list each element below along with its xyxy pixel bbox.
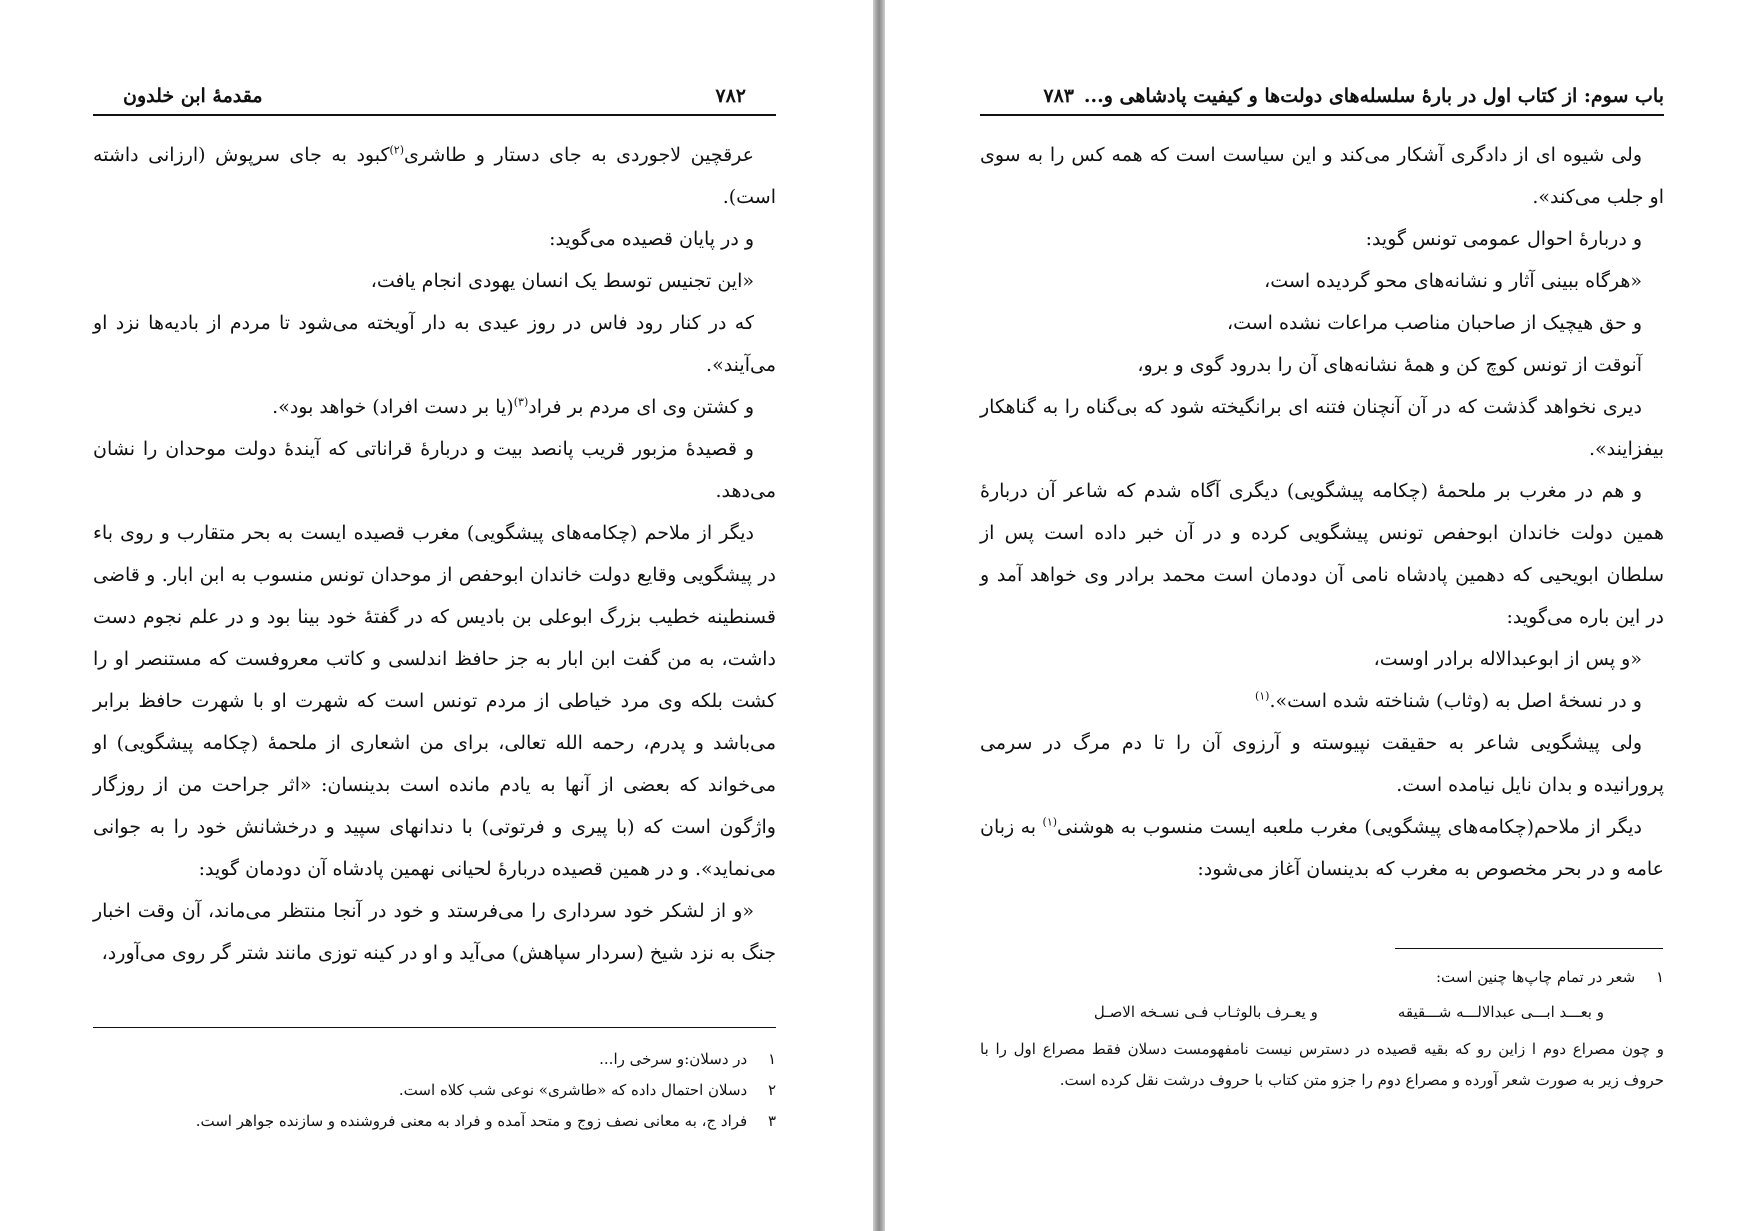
right-page-running-title: باب سوم: از کتاب اول در بارهٔ سلسله‌های دولت‌ها و کیفیت پادشاهی و... bbox=[1083, 85, 1664, 107]
paragraph: و در پایان قصیده می‌گوید: bbox=[549, 228, 754, 250]
paragraph: و قصیدهٔ مزبور قریب پانصد بیت و دربارهٔ قراناتی که آیندهٔ دولت موحدان را نشان می‌دهد. bbox=[93, 438, 776, 502]
right-page-header bbox=[980, 82, 1664, 116]
left-page-running-title: مقدمهٔ ابن خلدون bbox=[123, 85, 263, 107]
paragraph: و کشتن وی ای مردم بر فراد$^{(۳)}$(یا بر دست افراد) خواهد بود». bbox=[272, 395, 754, 418]
left-page-footnotes bbox=[93, 1044, 776, 1137]
footnote: ۲ دسلان احتمال داده که «طاشری» نوعی شب کلاه است. bbox=[398, 1081, 776, 1099]
right-page-footnotes bbox=[980, 962, 1664, 1096]
right-page bbox=[885, 0, 1756, 1231]
left-page-body bbox=[93, 134, 776, 974]
footnote-ref[interactable]: (۲) bbox=[389, 143, 405, 157]
paragraph: دیگر از ملاحم (چکامه‌های پیشگویی) مغرب قصیده ایست به بحر متقارب و روی باء در پیشگویی وقایع دولت خاندان ابوحفص از موحدان تونس منسوب به ابن ابار. و قاضی قسنطینه خطیب بزرگ ابوعلی بن بادیس که در گفتهٔ خود بینا بود و در علم نجوم دست داشت، به من گفت ابن ابار به جز حافظ اندلسی و کاتب معروفست که مستنصر او را کشت بلکه وی مرد خیاطی از مردم تونس است که شهرت او با شهرت حافظ برابر می‌باشد و پدرم، رحمه الله تعالی، برای من اشعاری از ملحمهٔ (چکامه پیشگویی) او می‌خواند که بعضی از آنها به یادم مانده است بدینسان: «اثر جراحت من از روزگار واژگون است که (با پیری و فرتوتی) با دندانهای سپید و درخشانش خود را به جوانی می‌نماید». و در همین قصیده دربارهٔ لحیانی نهمین پادشاه آن دودمان گوید: bbox=[93, 522, 776, 880]
verse-hemistich: و بعـــد ابـــی عبدالالـــه شـــقیقه bbox=[1397, 1003, 1604, 1021]
right-page-number: ۷۸۳ bbox=[1043, 85, 1074, 107]
footnote-verse bbox=[980, 997, 1664, 1028]
paragraph: که در کنار رود فاس در روز عیدی به دار آویخته می‌شود تا مردم از بادیه‌ها نزد او می‌آیند». bbox=[93, 312, 776, 376]
verse-hemistich: و یعـرف بالوثـاب فـی نسـخه الاصـل bbox=[1093, 1003, 1318, 1021]
left-page-header bbox=[93, 82, 776, 116]
footnote-ref[interactable]: (۱) bbox=[1254, 689, 1270, 703]
footnote-ref[interactable]: (۱) bbox=[1042, 815, 1058, 829]
paragraph: ولی شیوه ای از دادگری آشکار می‌کند و این سیاست است که همه کس را به سوی او جلب می‌کند». bbox=[980, 144, 1664, 208]
paragraph: و حق هیچیک از صاحبان مناصب مراعات نشده است، bbox=[1226, 312, 1642, 334]
footnote-continuation: و چون مصراع دوم ا زاین رو که بقیه قصیده در دسترس نیست نامفهومست دسلان فقط مصراع اول را با حروف زیر به صورت شعر آورده و مصراع دوم را جزو متن کتاب با حروف درشت نقل کرده است. bbox=[980, 1040, 1664, 1089]
book-gutter bbox=[873, 0, 885, 1231]
paragraph: آنوقت از تونس کوچ کن و همهٔ نشانه‌های آن را بدرود گوی و برو، bbox=[1137, 354, 1642, 376]
paragraph: ولی پیشگویی شاعر به حقیقت نپیوسته و آرزوی آن را تا دم مرگ در سرمی پرورانیده و بدان نایل نیامده است. bbox=[980, 732, 1664, 796]
footnote-divider bbox=[1395, 948, 1663, 949]
paragraph: «و پس از ابوعبدالاله برادر اوست، bbox=[1373, 648, 1642, 670]
left-page bbox=[0, 0, 873, 1231]
right-page-body bbox=[980, 134, 1664, 890]
footnote-ref[interactable]: (۳) bbox=[513, 395, 529, 409]
footnote: ۱ شعر در تمام چاپ‌ها چنین است: bbox=[1435, 968, 1664, 986]
paragraph: «این تجنیس توسط یک انسان یهودی انجام یافت، bbox=[370, 270, 754, 292]
paragraph: عرقچین لاجوردی به جای دستار و طاشری$^{(۲)}$کبود به جای سرپوش (ارزانی داشته است). bbox=[93, 143, 776, 208]
paragraph: و در نسخهٔ اصل به (وثاب) شناخته شده است».$^{(۱)}$ bbox=[1254, 689, 1642, 712]
paragraph: دیگر از ملاحم(چکامه‌های پیشگویی) مغرب ملعبه ایست منسوب به هوشنی$^{(۱)}$ به زبان عامه و در بحر مخصوص به مغرب که بدینسان آغاز می‌شود: bbox=[980, 815, 1664, 880]
paragraph: و هم در مغرب بر ملحمهٔ (چکامه پیشگویی) دیگری آگاه شدم که شاعر آن دربارهٔ همین دولت خاندان ابوحفص تونس پیشگویی کرده و در آن خبر داده است پس از سلطان ابویحیی که دهمین پادشاه نامی آن دودمان است محمد برادر وی خواهد آمد و در این باره می‌گوید: bbox=[980, 480, 1664, 628]
paragraph: دیری نخواهد گذشت که در آن آنچنان فتنه ای برانگیخته شود که بی‌گناه را به گناهکار بیفزایند». bbox=[980, 396, 1664, 460]
left-page-number: ۷۸۲ bbox=[715, 85, 746, 107]
footnote: ۳ فراد ج، به معانی نصف زوج و متحد آمده و فراد به معنی فروشنده و سازنده جواهر است. bbox=[195, 1112, 776, 1130]
footnote: ۱ در دسلان:و سرخی را... bbox=[599, 1050, 776, 1068]
paragraph: و دربارهٔ احوال عمومی تونس گوید: bbox=[1365, 228, 1642, 250]
paragraph: «و از لشکر خود سرداری را می‌فرستد و خود در آنجا منتظر می‌ماند، آن وقت اخبار جنگ به نزد شیخ (سردار سپاهش) می‌آید و او در کینه توزی مانند شتر گر روی می‌آورد، bbox=[93, 900, 776, 964]
footnote-divider bbox=[93, 1027, 776, 1028]
paragraph: «هرگاه ببینی آثار و نشانه‌های محو گردیده است، bbox=[1264, 270, 1642, 292]
